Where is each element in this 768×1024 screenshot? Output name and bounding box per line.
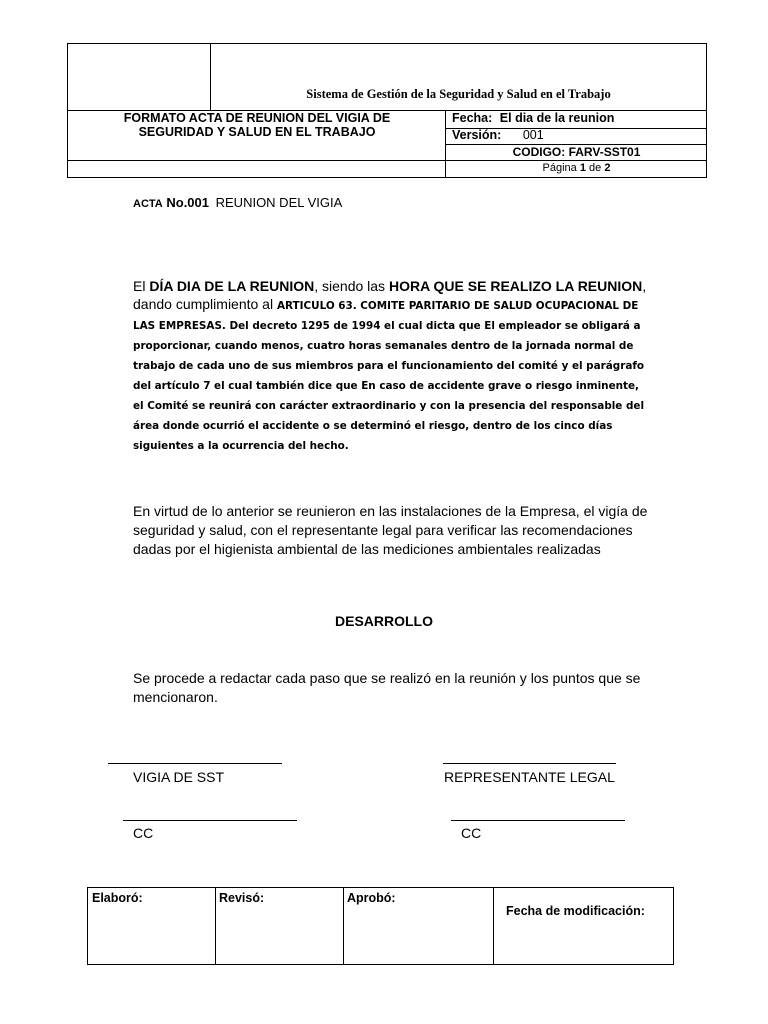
pagina-row bbox=[446, 162, 707, 174]
intro-date: DÍA DIA DE LA REUNION bbox=[149, 278, 315, 294]
pagina-de: de bbox=[589, 162, 602, 174]
approval-table bbox=[87, 887, 674, 965]
acta-title bbox=[133, 195, 342, 210]
reviso-label: Revisó: bbox=[219, 891, 265, 905]
fecha-row bbox=[452, 111, 614, 125]
signature-role-representante: REPRESENTANTE LEGAL bbox=[444, 769, 615, 785]
acta-number: No.001 bbox=[166, 195, 209, 210]
version-row bbox=[452, 128, 544, 142]
approval-divider bbox=[343, 888, 344, 964]
cc-line-vigia bbox=[123, 820, 297, 821]
format-title bbox=[68, 111, 446, 139]
format-title-line: SEGURIDAD Y SALUD EN EL TRABAJO bbox=[138, 125, 376, 139]
fecha-modificacion-label: Fecha de modificación: bbox=[506, 904, 645, 918]
fecha-value: El dia de la reunion bbox=[499, 111, 615, 125]
meeting-paragraph: En virtud de lo anterior se reunieron en las instalaciones de la Empresa, el vigía de seguridad y salud, con el representante legal para verificar las recomendaciones dadas por el higienista ambiental de las mediciones ambientales realizadas bbox=[133, 503, 648, 557]
desarrollo-heading: DESARROLLO bbox=[335, 613, 433, 629]
intro-text: El bbox=[133, 278, 150, 294]
intro-article: ARTICULO 63. COMITE PARITARIO DE SALUD OCUPACIONAL DE LAS EMPRESAS. Del decreto 1295 de 1994 el cual dicta que El empleador se obligará a proporcionar, cuando menos, cuatro horas semanales dentro de la jornada normal de trabajo de cada uno de sus miembros para el funcionamiento del comité y el parágrafo del artículo 7 el cual también dice que En caso de accidente grave o riesgo inminente, el Comité se reunirá con carácter extraordinario y con la presencia del responsable del área donde ocurrió el accidente o se determinó el riesgo, dentro de los cinco días siguientes a la ocurrencia del hecho. bbox=[133, 300, 645, 452]
codigo-row bbox=[446, 145, 707, 159]
elaboro-label: Elaboró: bbox=[92, 891, 143, 905]
intro-text: , dando cumplimiento al bbox=[133, 278, 647, 312]
codigo-label: CODIGO: bbox=[512, 145, 566, 159]
header-row-divider-full bbox=[68, 160, 706, 161]
header-table bbox=[67, 43, 707, 178]
intro-text: , siendo las bbox=[314, 278, 389, 294]
version-label: Versión: bbox=[452, 128, 502, 142]
codigo-value: FARV-SST01 bbox=[568, 145, 641, 159]
system-title: Sistema de Gestión de la Seguridad y Salud en el Trabajo bbox=[306, 87, 611, 101]
cc-label-vigia: CC bbox=[133, 825, 154, 841]
approval-divider bbox=[493, 888, 494, 964]
pagina-num: 1 bbox=[579, 162, 586, 174]
version-value: 001 bbox=[522, 128, 544, 142]
intro-paragraph bbox=[133, 277, 648, 455]
intro-time: HORA QUE SE REALIZO LA REUNION bbox=[388, 278, 643, 294]
signature-line-vigia bbox=[108, 763, 282, 764]
pagina-word: Página bbox=[542, 162, 577, 174]
signature-role-vigia: VIGIA DE SST bbox=[133, 769, 225, 785]
acta-name: REUNION DEL VIGIA bbox=[215, 195, 343, 210]
desarrollo-text: Se procede a redactar cada paso que se realizó en la reunión y los puntos que se mencionaron. bbox=[133, 670, 641, 705]
cc-line-representante bbox=[451, 820, 625, 821]
cc-label-representante: CC bbox=[461, 825, 482, 841]
aprobo-label: Aprobó: bbox=[347, 891, 396, 905]
acta-prefix: ACTA bbox=[133, 198, 163, 210]
format-title-line: FORMATO ACTA DE REUNION DEL VIGIA DE bbox=[123, 111, 391, 125]
signature-line-representante bbox=[443, 763, 616, 764]
approval-divider bbox=[215, 888, 216, 964]
pagina-total: 2 bbox=[604, 162, 611, 174]
fecha-label: Fecha: bbox=[452, 111, 493, 125]
